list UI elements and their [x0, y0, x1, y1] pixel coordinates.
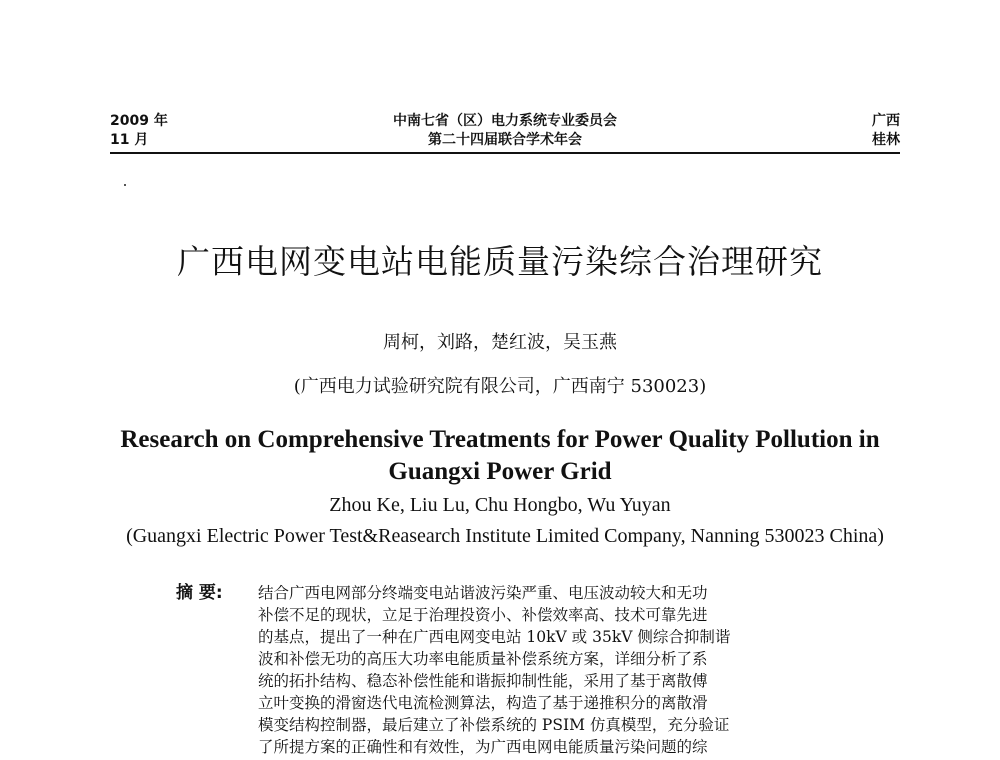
- abstract-line: 结合广西电网部分终端变电站谐波污染严重、电压波动较大和无功: [258, 584, 708, 602]
- abstract-label: 摘 要:: [176, 583, 223, 603]
- place-line-1: 广西: [872, 113, 900, 129]
- affiliation-chinese: (广西电力试验研究院有限公司，广西南宁 530023): [293, 376, 707, 397]
- scan-speck: [124, 184, 126, 186]
- abstract-line: 模变结构控制器，最后建立了补偿系统的 PSIM 仿真模型，充分验证: [258, 716, 730, 734]
- abstract-line: 统的拓扑结构、稳态补偿性能和谐振抑制性能，采用了基于离散傅: [258, 672, 708, 690]
- conference-line-2: 第二十四届联合学术年会: [428, 132, 582, 148]
- abstract-line: 补偿不足的现状，立足于治理投资小、补偿效率高、技术可靠先进: [258, 606, 708, 624]
- place-line-2: 桂林: [872, 132, 900, 148]
- conference-line-1: 中南七省（区）电力系统专业委员会: [393, 113, 617, 129]
- header-year: 2009 年: [110, 113, 168, 129]
- page-header: [110, 108, 900, 154]
- header-conference: [110, 112, 900, 150]
- abstract-line: 了所提方案的正确性和有效性，为广西电网电能质量污染问题的综: [258, 738, 708, 756]
- abstract-line: 的基点，提出了一种在广西电网变电站 10kV 或 35kV 侧综合抑制谐: [258, 628, 731, 646]
- title-english: Research on Comprehensive Treatments for Power Quality Pollution in Guangxi Power Grid: [120, 426, 880, 485]
- header-place: [872, 112, 900, 150]
- authors-english: Zhou Ke, Liu Lu, Chu Hongbo, Wu Yuyan: [329, 494, 671, 516]
- authors-chinese: 周柯，刘路，楚红波，吴玉燕: [383, 332, 617, 353]
- header-month: 11 月: [110, 132, 149, 148]
- abstract-line: 波和补偿无功的高压大功率电能质量补偿系统方案，详细分析了系: [258, 650, 708, 668]
- abstract-line: 立叶变换的滑窗迭代电流检测算法，构造了基于递推积分的离散滑: [258, 694, 708, 712]
- affiliation-english: (Guangxi Electric Power Test&Reasearch Institute Limited Company, Nanning 530023 China): [126, 525, 884, 547]
- title-chinese: 广西电网变电站电能质量污染综合治理研究: [177, 242, 823, 281]
